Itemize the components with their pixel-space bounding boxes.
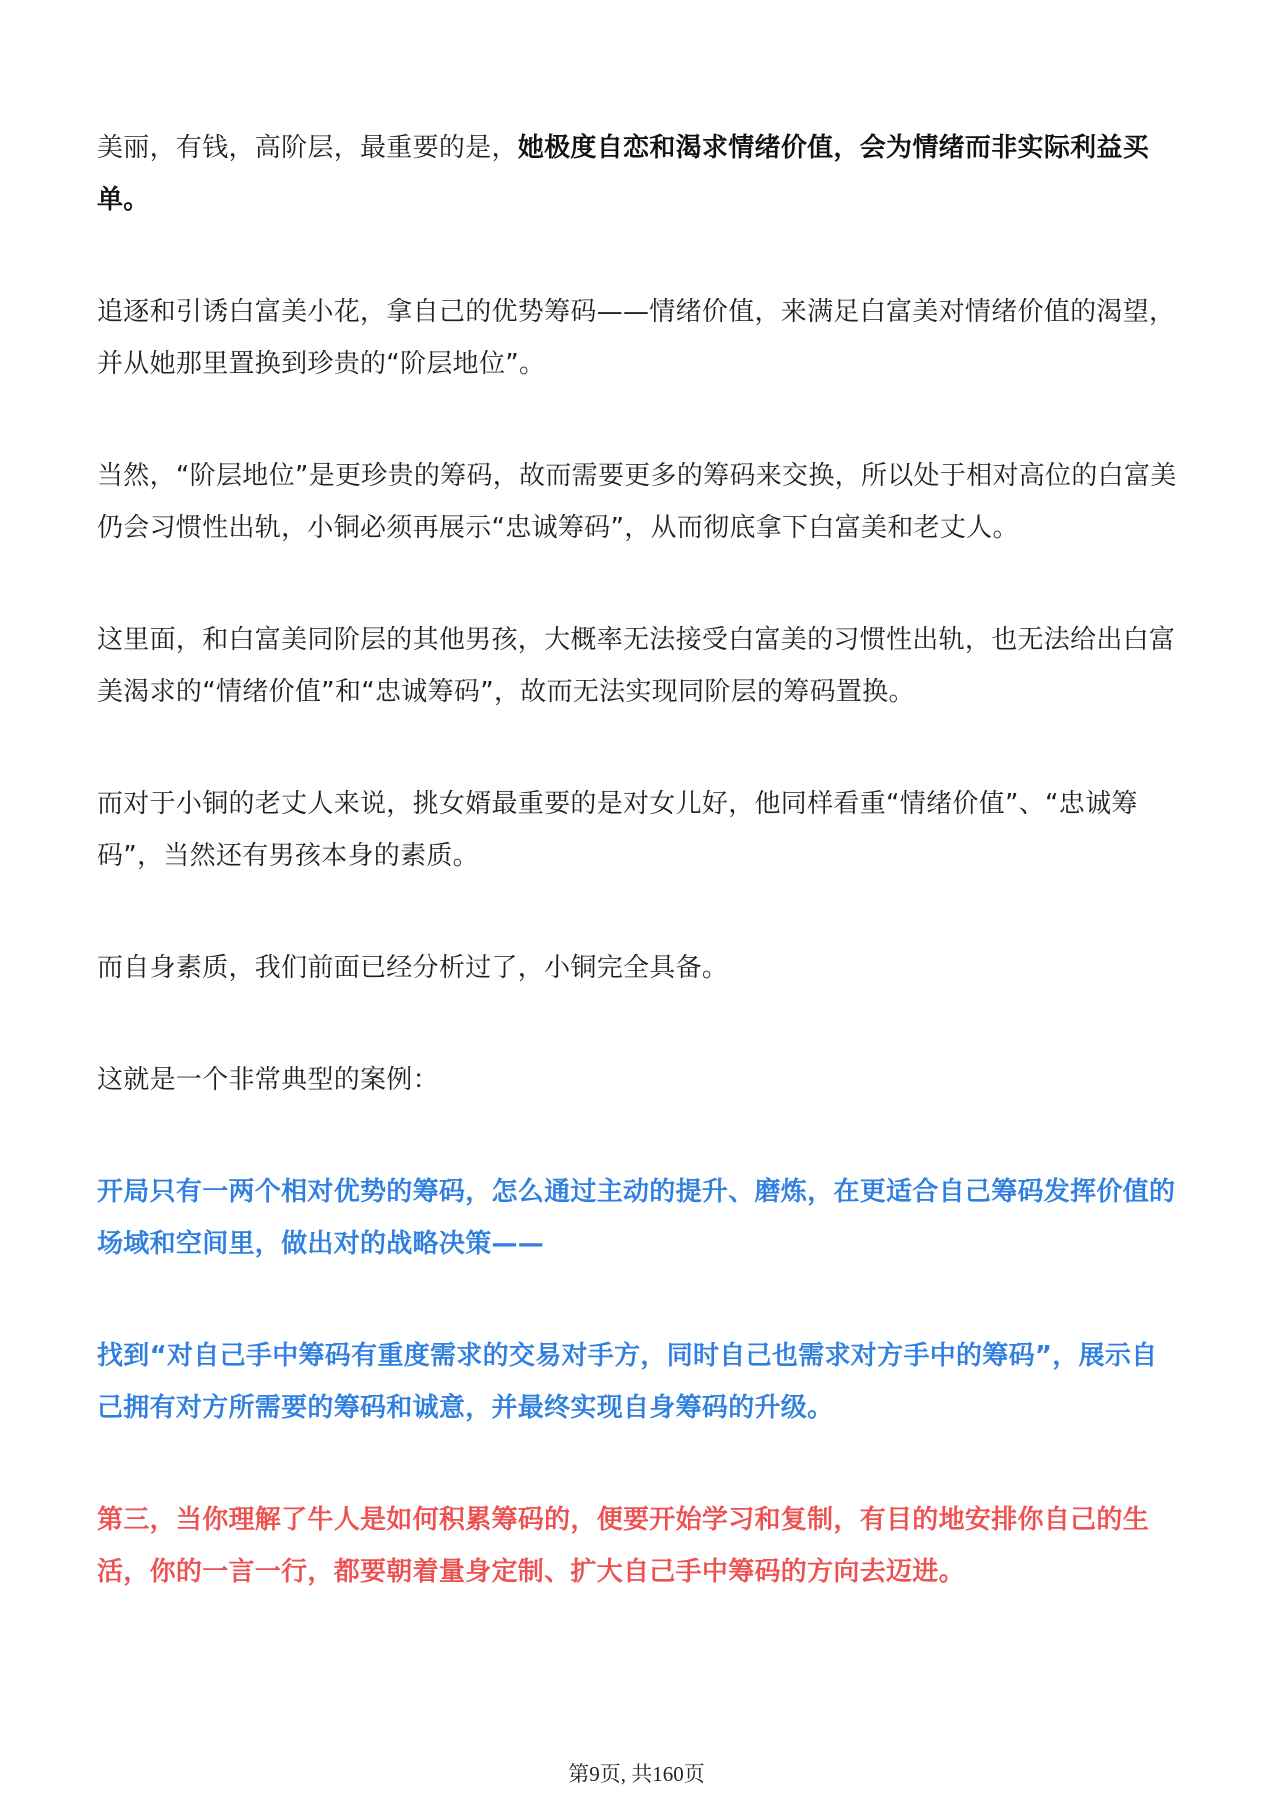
- paragraph-1: [97, 122, 1179, 226]
- paragraph-6: 而自身素质，我们前面已经分析过了，小铜完全具备。: [97, 953, 729, 983]
- highlight-paragraph-red: 第三，当你理解了牛人是如何积累筹码的，便要开始学习和复制，有目的地安排你自己的生活，你的一言一行，都要朝着量身定制、扩大自己手中筹码的方向去迈进。: [97, 1505, 1150, 1587]
- paragraph-2: 追逐和引诱白富美小花，拿自己的优势筹码——情绪价值，来满足白富美对情绪价值的渴望，并从她那里置换到珍贵的“阶层地位”。: [97, 297, 1176, 379]
- highlight-paragraph-blue-1: 开局只有一两个相对优势的筹码，怎么通过主动的提升、磨炼，在更适合自己筹码发挥价值的场域和空间里，做出对的战略决策——: [97, 1177, 1176, 1259]
- page-number-footer: 第9页, 共160页: [568, 1762, 705, 1786]
- paragraph-1-bold-text: 她极度自恋和渴求情绪价值，会为情绪而非实际利益买单。: [97, 133, 1150, 215]
- article-body: [97, 122, 1179, 1598]
- paragraph-7: 这就是一个非常典型的案例：: [97, 1065, 439, 1095]
- paragraph-4: 这里面，和白富美同阶层的其他男孩，大概率无法接受白富美的习惯性出轨，也无法给出白富美渴求的“情绪价值”和“忠诚筹码”，故而无法实现同阶层的筹码置换。: [97, 625, 1176, 707]
- paragraph-3: 当然，“阶层地位”是更珍贵的筹码，故而需要更多的筹码来交换，所以处于相对高位的白富美仍会习惯性出轨，小铜必须再展示“忠诚筹码”，从而彻底拿下白富美和老丈人。: [97, 461, 1177, 543]
- paragraph-5: 而对于小铜的老丈人来说，挑女婿最重要的是对女儿好，他同样看重“情绪价值”、“忠诚筹码”，当然还有男孩本身的素质。: [97, 789, 1138, 871]
- paragraph-1-text: 美丽，有钱，高阶层，最重要的是，: [97, 133, 518, 163]
- highlight-paragraph-blue-2: 找到“对自己手中筹码有重度需求的交易对手方，同时自己也需求对方手中的筹码”，展示自己拥有对方所需要的筹码和诚意，并最终实现自身筹码的升级。: [97, 1341, 1158, 1423]
